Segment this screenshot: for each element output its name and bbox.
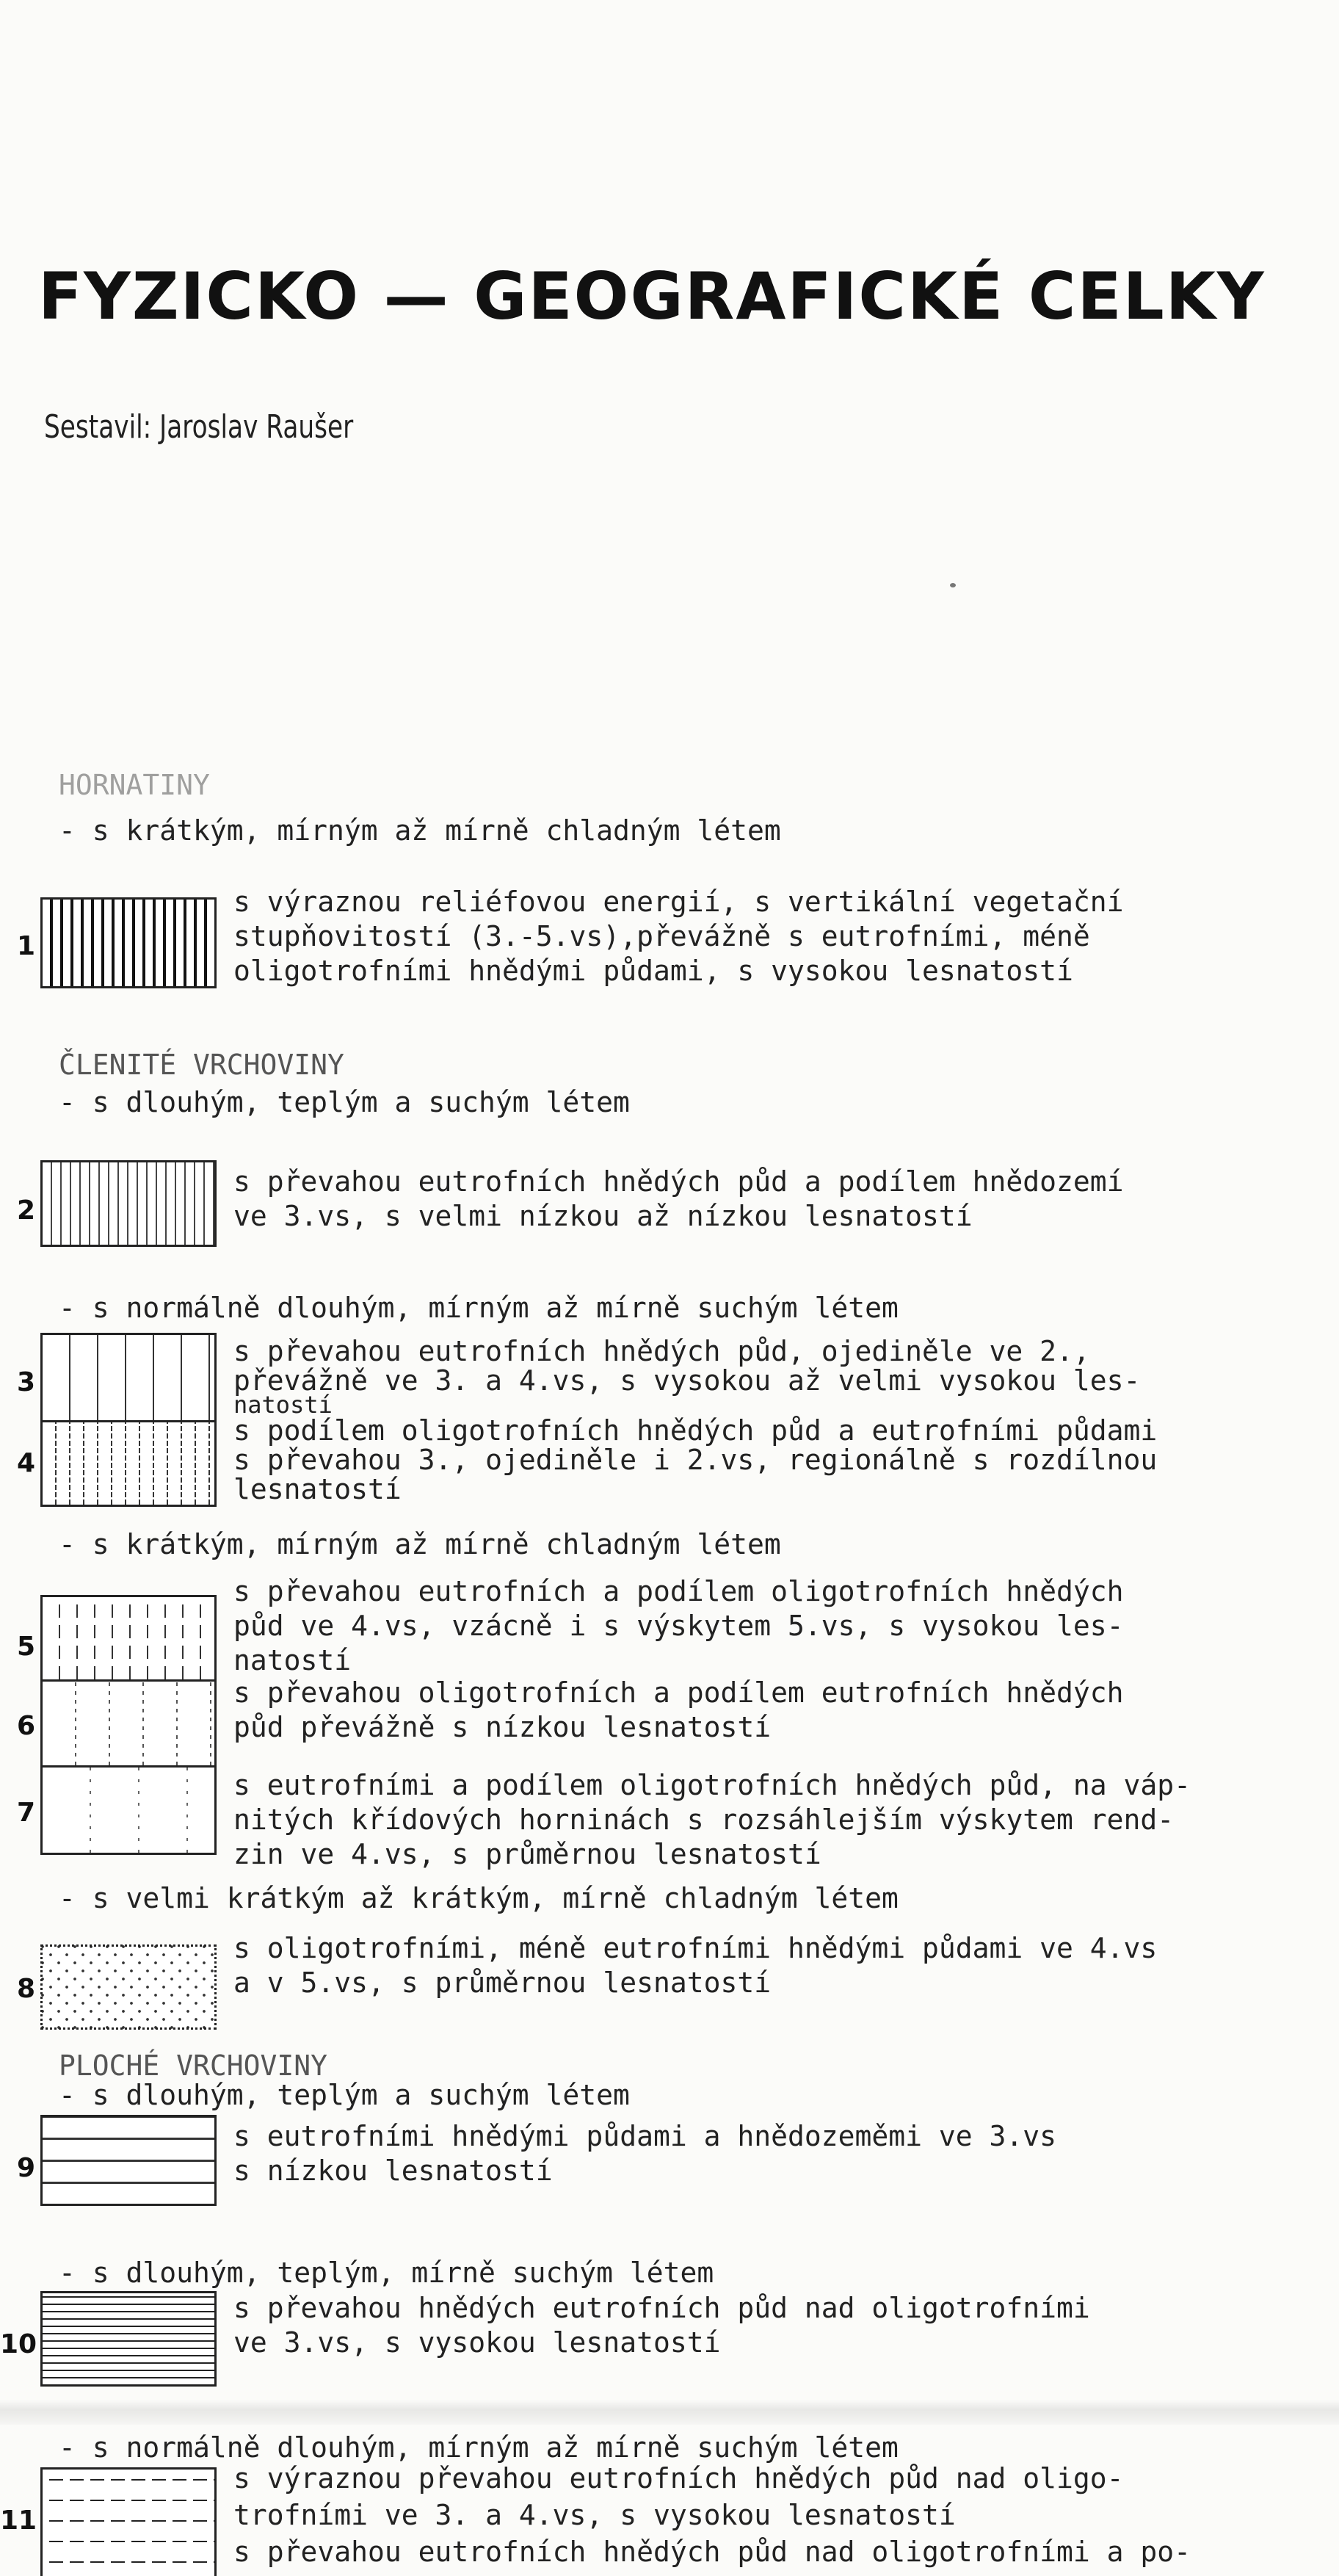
legend-line: ve 3.vs, s vysokou lesnatostí [233,2326,721,2359]
legend-line: s převahou eutrofních hnědých půd, ojediněle ve 2., [233,1335,1090,1367]
legend-line: půd převážně s nízkou lesnatostí [233,1711,772,1743]
legend-text-5 [233,1574,1124,1678]
legend-text-4 [233,1416,1157,1504]
legend-number: 8 [16,1974,35,2004]
section-subheading: - s dlouhým, teplým, mírně suchým létem [59,2257,714,2289]
legend-number: 11 [0,2506,37,2536]
section-heading: HORNATINY [59,769,210,801]
legend-line: s výraznou převahou eutrofních hnědých půd nad oligo- [233,2462,1124,2494]
legend-swatch-10 [40,2291,217,2387]
legend-number: 4 [16,1448,35,1478]
legend-line: s převahou 3., ojediněle i 2.vs, regionálně s rozdílnou [233,1444,1158,1476]
legend-line: s eutrofními hnědými půdami a hnědozeměmi ve 3.vs [233,2120,1057,2152]
legend-line: trofními ve 3. a 4.vs, s vysokou lesnatostí [233,2499,956,2531]
legend-text-2 [233,1165,1124,1234]
legend-text-10 [233,2291,1090,2360]
legend-text-1 [233,885,1124,988]
paper-fold-crease [0,2400,1339,2425]
legend-number: 9 [16,2153,35,2183]
section-subheading: - s krátkým, mírným až mírně chladným létem [59,1528,781,1560]
legend-line: stupňovitostí (3.-5.vs),převážně s eutrofními, méně [233,920,1090,952]
legend-swatch-7 [40,1765,217,1855]
legend-number: 3 [16,1367,35,1397]
legend-swatch-6 [40,1679,217,1768]
legend-number: 6 [16,1711,35,1741]
legend-line: převážně ve 3. a 4.vs, s vysokou až velmi vysokou les- [233,1364,1141,1397]
legend-number: 2 [16,1195,35,1226]
legend-text-3 [233,1335,1141,1419]
legend-swatch-1 [40,897,217,988]
legend-line: nitých křídových horninách s rozsáhlejším výskytem rend- [233,1803,1175,1836]
legend-swatch-8 [40,1944,217,2030]
legend-number: 7 [16,1798,35,1828]
legend-line: zin ve 4.vs, s průměrnou lesnatostí [233,1838,821,1870]
legend-number: 5 [16,1632,35,1662]
section-subheading: - s krátkým, mírným až mírně chladným létem [59,814,781,847]
page-title: FYZICKO — GEOGRAFICKÉ CELKY [38,258,1266,334]
legend-line: s oligotrofními, méně eutrofními hnědými půdami ve 4.vs [233,1932,1158,1964]
legend-line: oligotrofními hnědými půdami, s vysokou lesnatostí [233,955,1073,987]
legend-line: a v 5.vs, s průměrnou lesnatostí [233,1967,772,1999]
legend-line: natostí [233,1391,333,1419]
legend-line: půd ve 4.vs, vzácně i s výskytem 5.vs, s vysokou les- [233,1610,1124,1642]
legend-line: s převahou eutrofních hnědých půd a podílem hnědozemí [233,1165,1124,1198]
legend-line: lesnatostí [233,1473,402,1505]
section-subheading: - s normálně dlouhým, mírným až mírně suchým létem [59,2431,899,2464]
legend-line: s nízkou lesnatostí [233,2154,553,2187]
legend-number: 1 [16,931,35,961]
section-subheading: - s normálně dlouhým, mírným až mírně suchým létem [59,1292,899,1324]
section-subheading: - s dlouhým, teplým a suchým létem [59,2079,630,2111]
section-subheading: - s dlouhým, teplým a suchým létem [59,1086,630,1118]
legend-line: s výraznou reliéfovou energií, s vertikální vegetační [233,886,1124,918]
legend-line: s eutrofními a podílem oligotrofních hnědých půd, na váp- [233,1769,1191,1801]
legend-line: s převahou oligotrofních a podílem eutrofních hnědých [233,1676,1124,1709]
legend-swatch-4 [40,1420,217,1507]
legend-line: natostí [233,1644,352,1676]
paper-speck [950,583,956,587]
legend-number: 10 [0,2329,37,2359]
author-line: Sestavil: Jaroslav Raušer [44,408,354,446]
legend-swatch-9 [40,2115,217,2206]
legend-swatch-11 [40,2467,217,2576]
legend-text-7 [233,1768,1191,1872]
legend-swatch-3 [40,1333,217,1422]
legend-line: s převahou hnědých eutrofních půd nad oligotrofními [233,2292,1090,2324]
section-heading: ČLENITÉ VRCHOVINY [59,1049,344,1081]
legend-text-9 [233,2119,1056,2188]
legend-swatch-5 [40,1595,217,1682]
legend-line: ve 3.vs, s velmi nízkou až nízkou lesnatostí [233,1200,973,1232]
section-subheading: - s velmi krátkým až krátkým, mírně chladným létem [59,1882,899,1914]
legend-text-8 [233,1931,1157,2000]
legend-line: s převahou eutrofních a podílem oligotrofních hnědých [233,1575,1124,1607]
legend-swatch-2 [40,1160,217,1247]
section-heading: PLOCHÉ VRCHOVINY [59,2049,328,2082]
legend-line: s převahou eutrofních hnědých půd nad oligotrofními a po- [233,2536,1191,2568]
legend-text-6 [233,1676,1124,1745]
legend-line: s podílem oligotrofních hnědých půd a eutrofními půdami [233,1414,1158,1447]
legend-text-11 [233,2460,1191,2570]
